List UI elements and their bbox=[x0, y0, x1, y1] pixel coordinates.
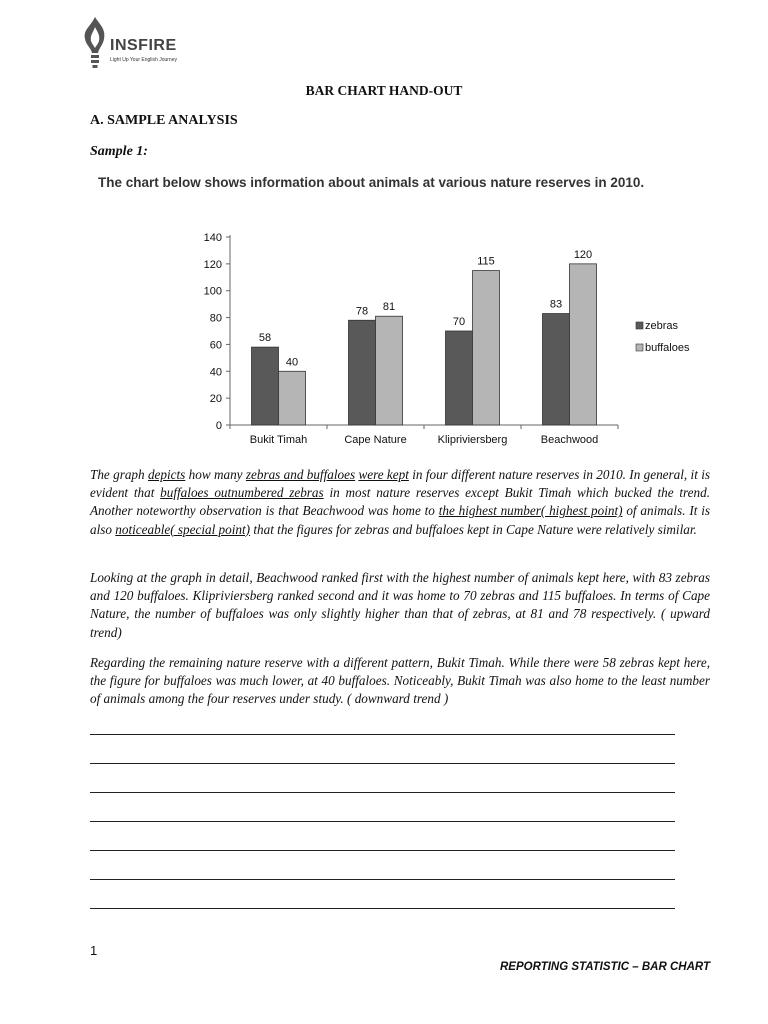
page-title: BAR CHART HAND-OUT bbox=[305, 83, 463, 98]
bar-zebras bbox=[543, 314, 570, 425]
paragraph-2: Looking at the graph in detail, Beachwood ranked first with the highest number of animals kept here, with 83 zebras and 120 buffaloes. Klipriviersberg ranked second and it was home to 70 zebras and 115 buffaloes. In terms of Cape Nature, the number of buffaloes was only slightly higher than that of zebras, at 81 and 78 respectively. ( upward trend) bbox=[90, 570, 710, 640]
p1-underline: depicts bbox=[147, 467, 186, 482]
p1-underline: buffaloes outnumbered zebras bbox=[160, 485, 324, 501]
legend-label: buffaloes bbox=[645, 342, 690, 354]
y-tick-label: 140 bbox=[203, 232, 222, 244]
legend-swatch bbox=[636, 344, 643, 351]
writing-line bbox=[90, 850, 675, 851]
data-label: 83 bbox=[549, 298, 563, 311]
paragraph-3: Regarding the remaining nature reserve with a different pattern, Bukit Timah. While there were 58 zebras kept here, the figure for buffaloes was much lower, at 40 buffaloes. Noticeably, Bukit Timah was also home to the least number of animals among the four reserves under study. ( downward trend ) bbox=[90, 655, 710, 707]
writing-line bbox=[90, 792, 675, 793]
category-label: Cape Nature bbox=[344, 434, 407, 446]
y-tick-label: 60 bbox=[209, 339, 222, 352]
p1-underline: noticeable( special point) bbox=[115, 521, 251, 537]
brand-logo bbox=[80, 15, 220, 71]
page-number: 1 bbox=[90, 943, 98, 958]
bar-buffaloes bbox=[570, 264, 597, 425]
legend-swatch bbox=[636, 322, 643, 329]
p1-underline: the highest number( highest point) bbox=[438, 503, 623, 519]
y-tick-label: 120 bbox=[203, 258, 222, 271]
running-footer: REPORTING STATISTIC – BAR CHART bbox=[500, 961, 710, 973]
y-tick-label: 40 bbox=[209, 366, 222, 379]
writing-line bbox=[90, 821, 675, 822]
category-label: Beachwood bbox=[540, 434, 599, 446]
category-label: Bukit Timah bbox=[249, 434, 308, 446]
p1-underline: zebras and buffaloes bbox=[245, 467, 356, 482]
paragraph-1 bbox=[90, 466, 710, 539]
bar-zebras bbox=[349, 320, 376, 425]
y-tick-label: 20 bbox=[209, 393, 222, 406]
data-label: 115 bbox=[477, 255, 495, 268]
p1-underline: were kept bbox=[358, 467, 409, 482]
writing-line bbox=[90, 908, 675, 909]
category-label: Klipriviersberg bbox=[437, 434, 508, 446]
sample-label: Sample 1: bbox=[90, 144, 148, 159]
bar-buffaloes bbox=[376, 316, 403, 425]
data-label: 40 bbox=[285, 356, 299, 369]
section-heading: A. SAMPLE ANALYSIS bbox=[90, 113, 238, 128]
data-label: 70 bbox=[452, 316, 466, 328]
y-tick-label: 80 bbox=[209, 312, 222, 325]
writing-line bbox=[90, 763, 675, 764]
logo-tagline: Light Up Your English Journey bbox=[110, 57, 177, 63]
flame-bulb-icon bbox=[80, 15, 110, 71]
writing-line bbox=[90, 734, 675, 735]
writing-line bbox=[90, 879, 675, 880]
p1-text: of animals. It is also bbox=[90, 503, 710, 537]
y-tick-label: 0 bbox=[215, 420, 222, 432]
task-prompt: The chart below shows information about animals at various nature reserves in 2010. bbox=[98, 175, 645, 190]
data-label: 81 bbox=[382, 301, 396, 314]
p1-text: in four different nature reserves in 2010. In general, it is evident that bbox=[90, 467, 710, 501]
data-label: 78 bbox=[355, 305, 369, 318]
p1-text: that the figures for zebras and buffaloes kept in Cape Nature were relatively similar. bbox=[250, 521, 697, 537]
data-label: 120 bbox=[573, 248, 593, 261]
p1-text: how many bbox=[185, 467, 246, 482]
p1-text: The graph bbox=[90, 467, 148, 482]
bar-buffaloes bbox=[473, 271, 500, 425]
bar-zebras bbox=[252, 347, 279, 425]
bar-buffaloes bbox=[279, 371, 306, 425]
p1-text: in most nature reserves except Bukit Timah which bucked the trend. Another noteworthy observation is that Beachwood was home to bbox=[90, 485, 710, 519]
bar-zebras bbox=[446, 331, 473, 425]
logo-text: INSFIRE bbox=[110, 37, 177, 54]
bar-chart bbox=[190, 225, 710, 450]
legend-label: zebras bbox=[645, 320, 679, 332]
y-tick-label: 100 bbox=[203, 285, 222, 298]
data-label: 58 bbox=[258, 332, 272, 345]
